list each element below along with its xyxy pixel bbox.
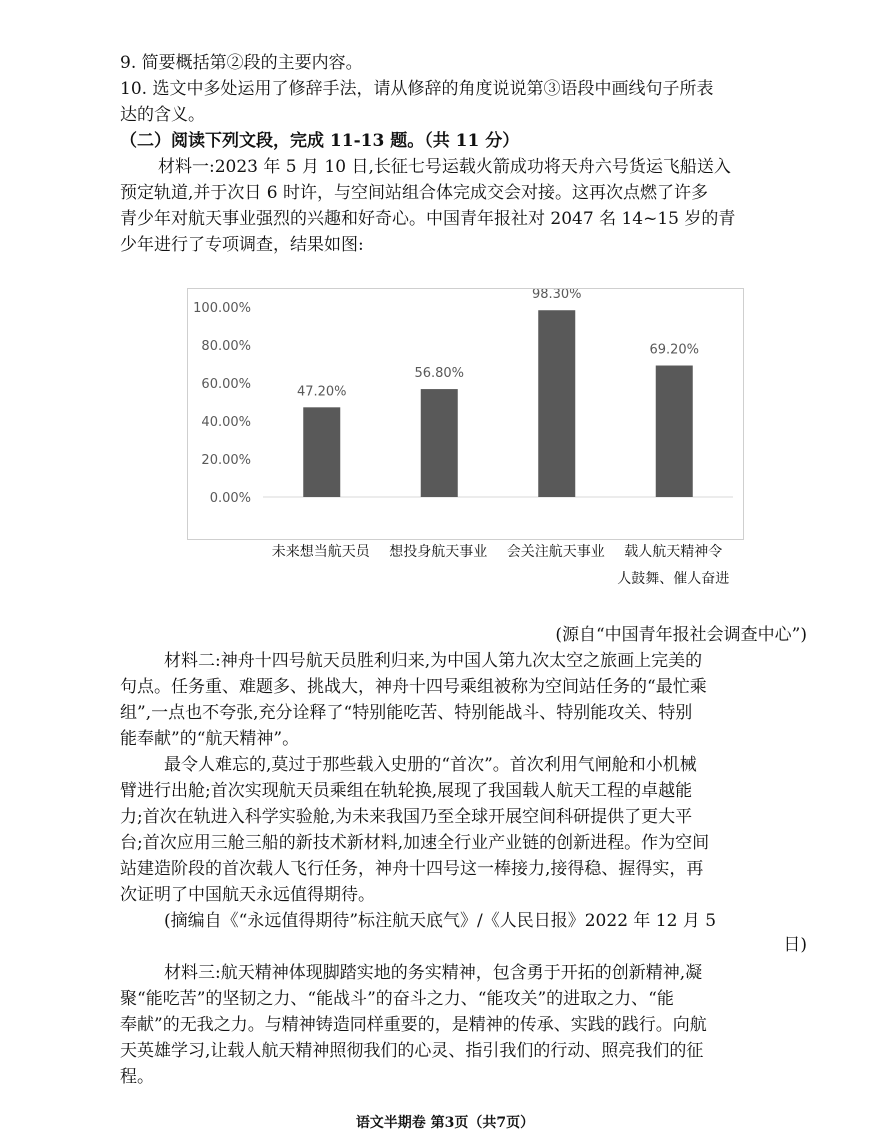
x-category-label: 载人航天精神令 [624,544,723,560]
material-1-line: 材料一:2023 年 5 月 10 日,长征七号运载火箭成功将天舟六号货运飞船送入 [158,157,731,177]
material-3-line: 聚“能吃苦”的坚韧之力、“能战斗”的奋斗之力、“能攻关”的进取之力、“能 [120,989,674,1009]
bar-value-label: 98.30% [531,289,582,303]
x-category-label: 会关注航天事业 [506,544,605,560]
y-tick-label: 20.00% [201,453,251,468]
bar [421,389,458,497]
x-category-label: 想投身航天事业 [389,544,488,560]
material-2b-line: 站建造阶段的首次载人飞行任务，神舟十四号这一棒接力,接得稳、握得实，再 [120,859,704,879]
y-tick-label: 80.00% [201,339,251,354]
source-1: (源自“中国青年报社会调查中心”) [555,625,807,645]
material-2b-line: 臂进行出舱;首次实现航天员乘组在轨轮换,展现了我国载人航天工程的卓越能 [120,781,693,801]
survey-bar-chart [188,289,743,539]
material-2b-line: 力;首次在轨进入科学实验舱,为未来我国乃至全球开展空间科研提供了更大平 [120,807,693,827]
material-3-line: 程。 [120,1067,154,1087]
material-2-line: 句点。任务重、难题多、挑战大，神舟十四号乘组被称为空间站任务的“最忙乘 [120,677,707,697]
material-2-line: 材料二:神舟十四号航天员胜利归来,为中国人第九次太空之旅画上完美的 [164,651,703,671]
bar-value-label: 69.20% [649,342,700,358]
bar-value-label: 47.20% [296,384,347,400]
x-category-label: 未来想当航天员 [271,544,370,560]
page-footer: 语文半期卷 第3页（共7页） [355,1115,535,1131]
bar [538,310,575,497]
material-3-line: 奉献”的无我之力。与精神铸造同样重要的，是精神的传承、实践的践行。向航 [120,1015,707,1035]
material-3-line: 材料三:航天精神体现脚踏实地的务实精神，包含勇于开拓的创新精神,凝 [164,963,703,983]
question-10-line2: 达的含义。 [120,105,205,125]
question-9: 9. 简要概括第②段的主要内容。 [120,53,363,73]
y-tick-label: 0.00% [209,491,251,506]
question-10-line1: 10. 选文中多处运用了修辞手法，请从修辞的角度说说第③语段中画线句子所表 [120,79,714,99]
material-1-line: 青少年对航天事业强烈的兴趣和好奇心。中国青年报社对 2047 名 14~15 岁的青 [120,209,736,229]
material-3-line: 天英雄学习,让载人航天精神照彻我们的心灵、指引我们的行动、照亮我们的征 [120,1041,704,1061]
material-2-line: 能奉献”的“航天精神”。 [120,729,300,749]
material-2-line: 组”,一点也不夸张,充分诠释了“特别能吃苦、特别能战斗、特别能攻关、特别 [120,703,693,723]
source-2-line1: (摘编自《“永远值得期待”标注航天底气》/《人民日报》2022 年 12 月 5 [164,911,717,931]
material-2b-line: 最令人难忘的,莫过于那些载入史册的“首次”。首次利用气闸舱和小机械 [164,755,697,775]
y-tick-label: 100.00% [193,301,251,316]
source-2-line2: 日) [783,935,807,955]
bar-value-label: 56.80% [414,366,465,382]
x-category-label: 人鼓舞、催人奋进 [617,571,730,587]
survey-chart-frame [187,288,744,540]
bar [303,407,340,497]
material-1-line: 少年进行了专项调查，结果如图: [120,235,364,255]
bar [656,366,693,497]
material-1-line: 预定轨道,并于次日 6 时许，与空间站组合体完成交会对接。这再次点燃了许多 [120,183,709,203]
material-2b-line: 次证明了中国航天永远值得期待。 [120,885,375,905]
material-2b-line: 台;首次应用三舱三船的新技术新材料,加速全行业产业链的创新进程。作为空间 [120,833,710,853]
section-title: （二）阅读下列文段，完成 11-13 题。（共 11 分） [120,131,520,151]
y-tick-label: 60.00% [201,377,251,392]
y-tick-label: 40.00% [201,415,251,430]
